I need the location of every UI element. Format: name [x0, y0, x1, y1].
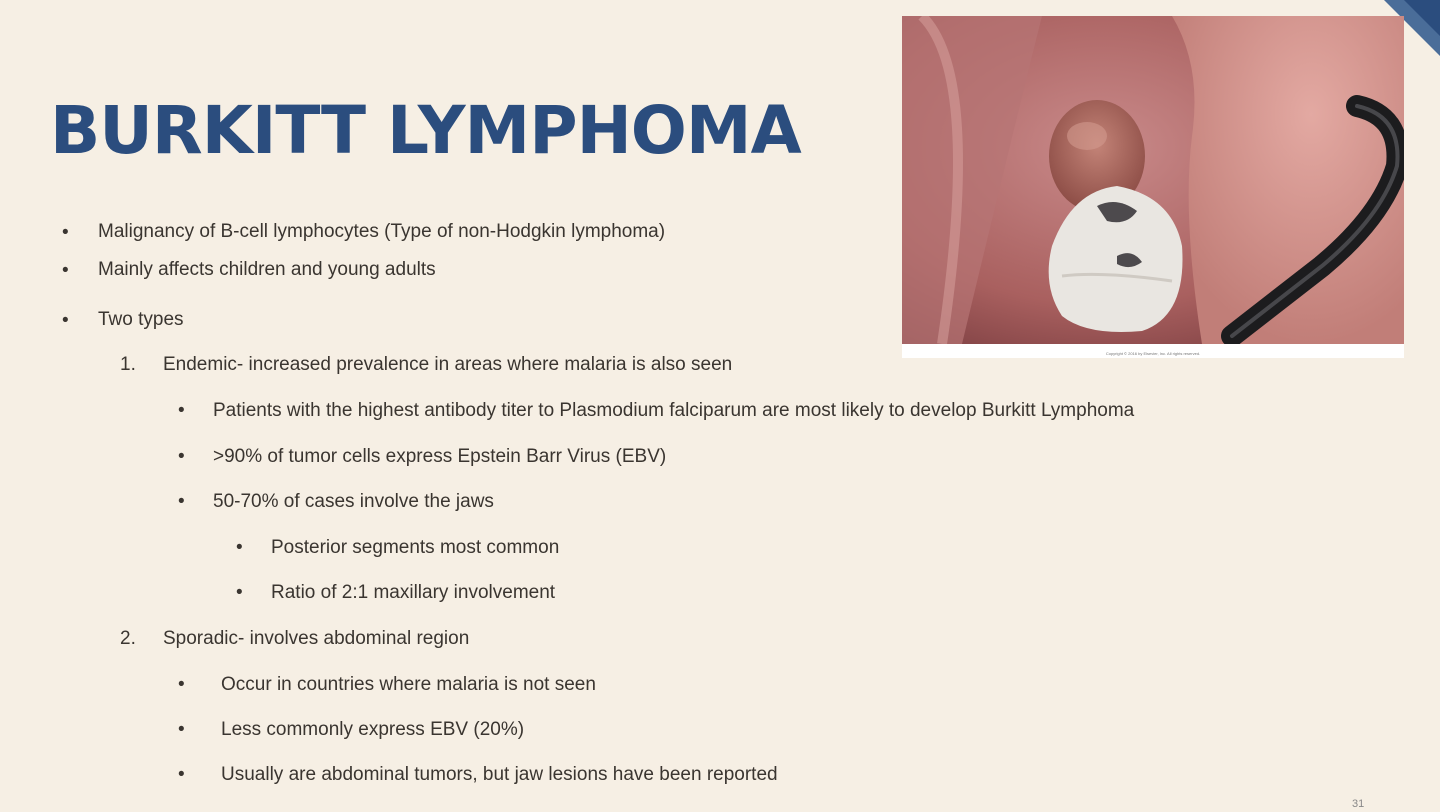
sub-sub-bullet-text: Ratio of 2:1 maxillary involvement	[271, 582, 556, 603]
bullet-marker: •	[178, 674, 185, 695]
bullet-marker: •	[62, 222, 69, 243]
bullet-text: Malignancy of B-cell lymphocytes (Type of non-Hodgkin lymphoma)	[98, 221, 666, 242]
clinical-photo	[902, 16, 1404, 358]
numbered-item-text: Endemic- increased prevalence in areas where malaria is also seen	[163, 354, 733, 375]
sub-bullet-text: >90% of tumor cells express Epstein Barr Virus (EBV)	[213, 446, 667, 467]
image-caption: Copyright © 2016 by Elsevier, Inc. All rights reserved.	[1105, 351, 1201, 356]
sub-bullet-text: Occur in countries where malaria is not seen	[221, 674, 596, 695]
bullet-text: Two types	[98, 309, 184, 330]
bullet-marker: •	[178, 400, 185, 421]
bullet-marker: •	[236, 537, 243, 558]
oral-lesion-image	[902, 16, 1404, 344]
sub-bullet-text: Patients with the highest antibody titer to Plasmodium falciparum are most likely to develop Burkitt Lymphoma	[213, 400, 1135, 421]
numbered-item-text: Sporadic- involves abdominal region	[163, 628, 470, 649]
slide-title: BURKITT LYMPHOMA	[50, 92, 801, 169]
bullet-marker: •	[62, 310, 69, 331]
numbered-marker: 1.	[120, 354, 136, 375]
bullet-text: Mainly affects children and young adults	[98, 259, 436, 280]
bullet-marker: •	[178, 491, 185, 512]
page-number: 31	[1352, 798, 1365, 810]
bullet-marker: •	[236, 582, 243, 603]
bullet-marker: •	[62, 260, 69, 281]
bullet-marker: •	[178, 719, 185, 740]
bullet-marker: •	[178, 764, 185, 785]
sub-bullet-text: Usually are abdominal tumors, but jaw lesions have been reported	[221, 764, 778, 785]
numbered-marker: 2.	[120, 628, 136, 649]
sub-bullet-text: 50-70% of cases involve the jaws	[213, 491, 494, 512]
sub-bullet-text: Less commonly express EBV (20%)	[221, 719, 525, 740]
sub-sub-bullet-text: Posterior segments most common	[271, 537, 560, 558]
bullet-marker: •	[178, 446, 185, 467]
